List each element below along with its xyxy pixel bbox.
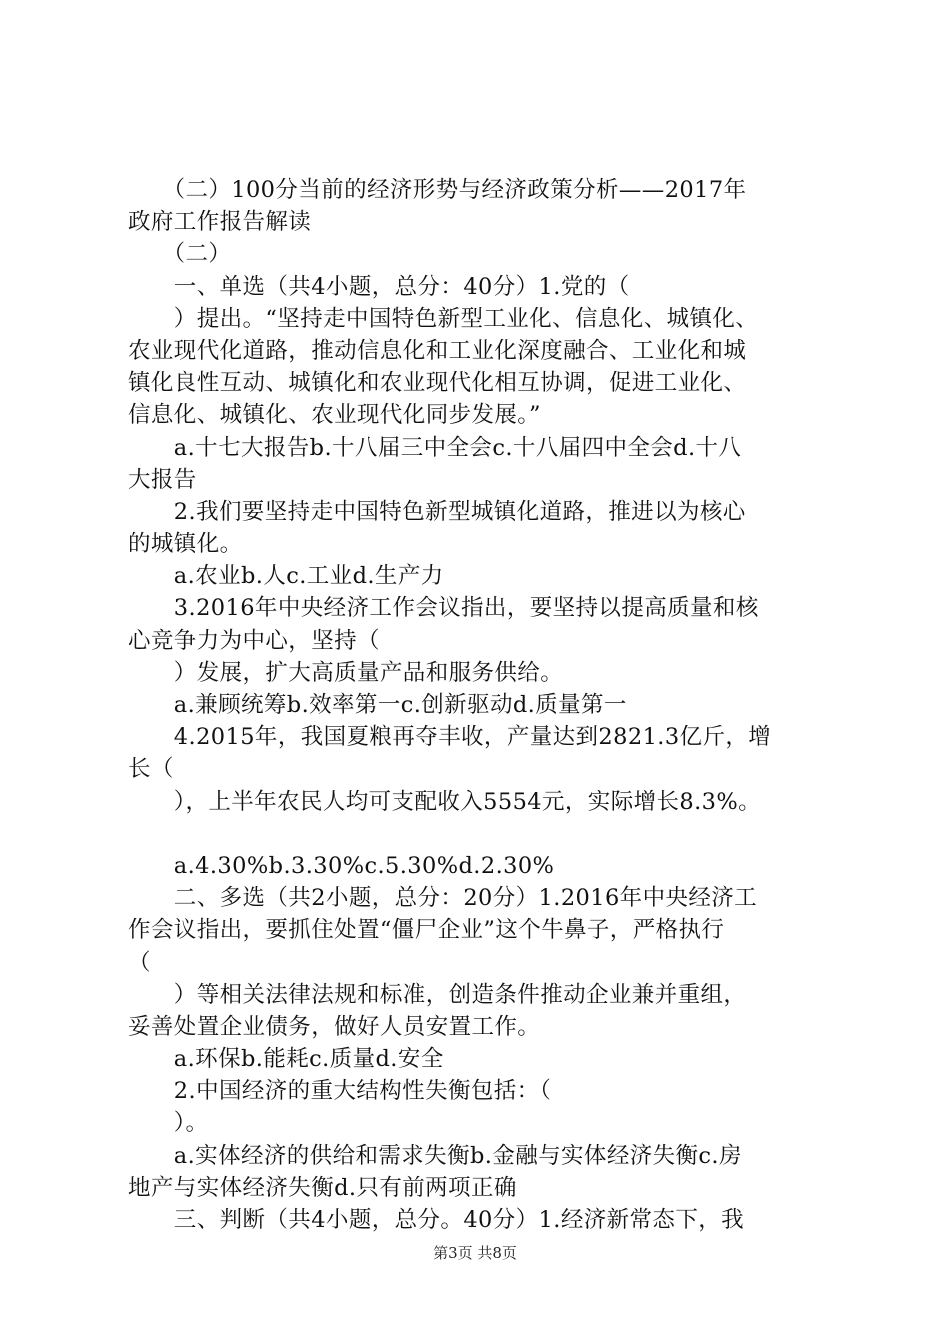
text-line: 3.2016年中央经济工作会议指出，要坚持以提高质量和核 <box>128 595 759 622</box>
text-line: 地产与实体经济失衡d.只有前两项正确 <box>128 1174 517 1201</box>
text-line: 二、多选（共2小题，总分：20分）1.2016年中央经济工 <box>128 885 758 912</box>
text-line: ），上半年农民人均可支配收入5554元，实际增长8.3%。 <box>128 788 762 815</box>
text-line <box>128 818 828 850</box>
text-line: 的城镇化。 <box>128 531 243 558</box>
text-line: a.十七大报告b.十八届三中全会c.十八届四中全会d.十八 <box>128 434 742 461</box>
text-line: a.实体经济的供给和需求失衡b.金融与实体经济失衡c.房 <box>128 1142 742 1169</box>
text-line: 镇化良性互动、城镇化和农业现代化相互协调，促进工业化、 <box>128 370 747 397</box>
text-line: 长（ <box>128 756 174 783</box>
text-line: 妥善处置企业债务，做好人员安置工作。 <box>128 1013 541 1040</box>
text-line: 信息化、城镇化、农业现代化同步发展。” <box>128 402 541 429</box>
text-line: ）提出。“坚持走中国特色新型工业化、信息化、城镇化、 <box>128 305 759 332</box>
text-line: 大报告 <box>128 466 197 493</box>
text-line: ）等相关法律法规和标准，创造条件推动企业兼并重组， <box>128 981 747 1008</box>
text-line: 4.2015年，我国夏粮再夺丰收，产量达到2821.3亿斤，增 <box>128 724 772 751</box>
page-footer: 第3页 共8页 <box>433 1244 517 1262</box>
text-line: 作会议指出，要抓住处置“僵尸企业”这个牛鼻子，严格执行 <box>128 917 725 944</box>
text-line: 农业现代化道路，推动信息化和工业化深度融合、工业化和城 <box>128 337 747 364</box>
text-line: a.兼顾统筹b.效率第一c.创新驱动d.质量第一 <box>128 692 627 718</box>
text-line: 2.我们要坚持走中国特色新型城镇化道路，推进以为核心 <box>128 498 746 525</box>
text-line: ）。 <box>128 1110 209 1137</box>
text-line: a.4.30%b.3.30%c.5.30%d.2.30% <box>128 852 555 879</box>
text-line: （二）100分当前的经济形势与经济政策分析——2017年 <box>128 177 747 203</box>
text-line: 心竞争力为中心，坚持（ <box>128 627 380 654</box>
document-body <box>128 174 828 1236</box>
text-line: a.农业b.人c.工业d.生产力 <box>128 563 444 590</box>
text-line: ）发展，扩大高质量产品和服务供给。 <box>128 659 564 686</box>
text-line: （二） <box>128 241 232 268</box>
text-line: （ <box>128 949 151 976</box>
text-line: 三、判断（共4小题，总分。40分）1.经济新常态下，我 <box>128 1207 745 1233</box>
text-line: 一、单选（共4小题，总分：40分）1.党的（ <box>128 273 630 300</box>
text-line: 2.中国经济的重大结构性失衡包括：（ <box>128 1078 552 1105</box>
text-line: a.环保b.能耗c.质量d.安全 <box>128 1046 444 1073</box>
text-line: 政府工作报告解读 <box>128 209 312 236</box>
